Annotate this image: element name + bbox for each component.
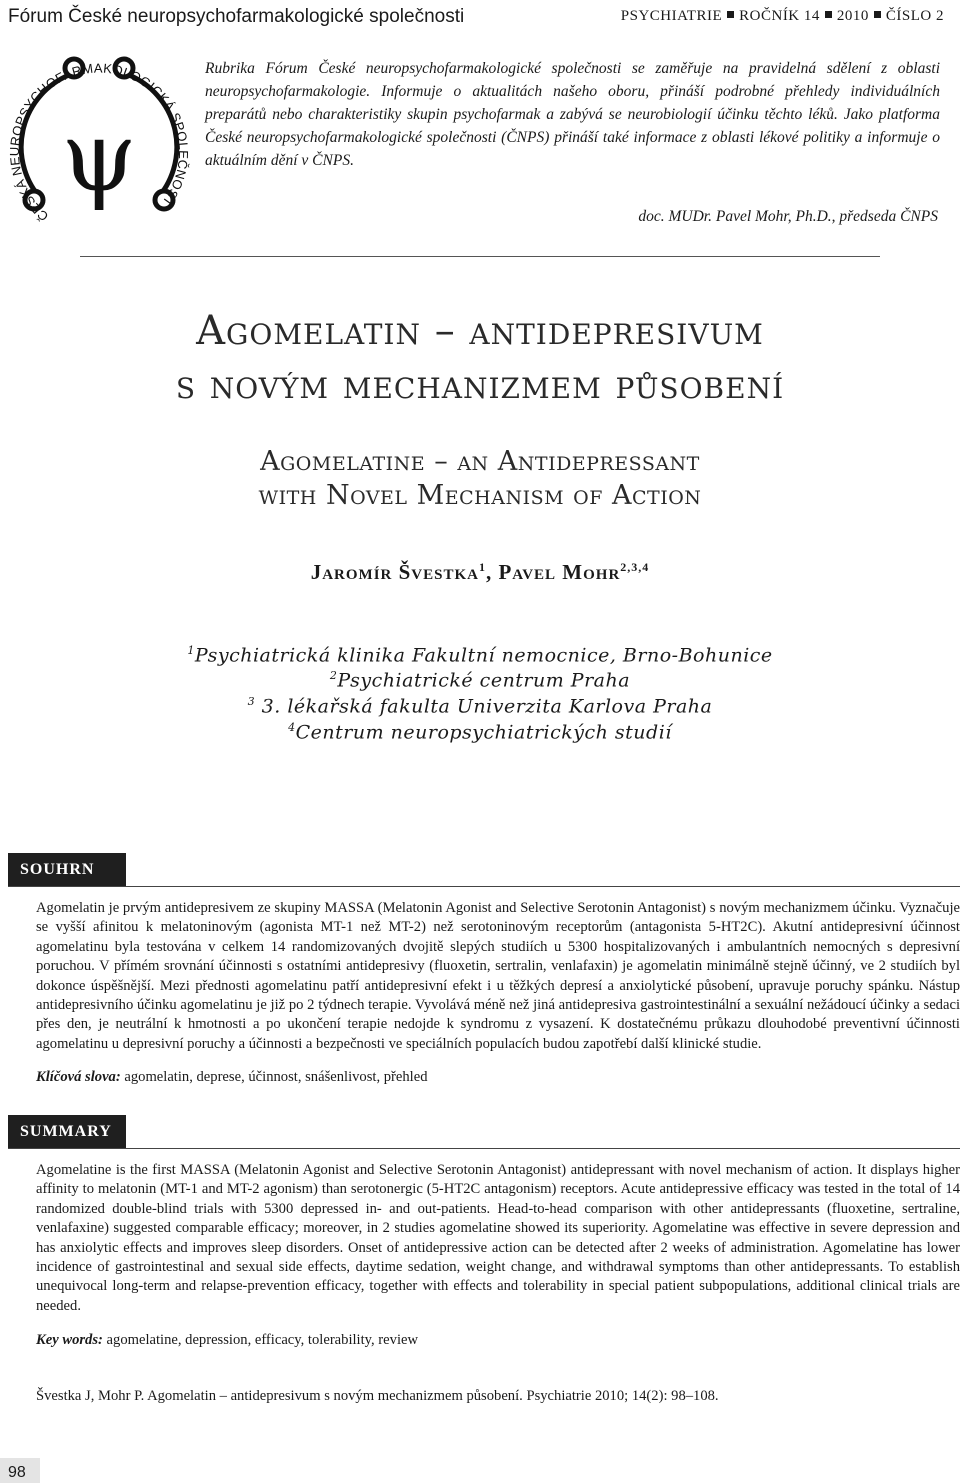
separator-square-icon [825,11,832,18]
affiliation-text: Centrum neuropsychiatrických studií [295,721,672,744]
psi-symbol-icon: ψ [61,101,137,213]
issue: ČÍSLO 2 [885,8,944,24]
keywords-label: Klíčová slova: [36,1069,121,1085]
section-rule [8,1148,960,1149]
volume: ROČNÍK 14 [739,8,820,24]
summary-heading: SUMMARY [8,1115,126,1148]
english-title-line-1: Agomelatine – an Antidepressant [260,446,700,477]
affiliation [0,695,960,717]
logo-ring-text: ČESKÁ NEUROPSYCHOFARMAKOLOGICKÁ SPOLEČNOST [6,60,192,225]
divider [80,256,880,257]
running-header-section: Fórum České neuropsychofarmakologické společnosti [8,6,465,27]
souhrn-text: Agomelatin je prvým antidepresivem ze skupiny MASSA (Melatonin Agonist and Selective Serotonin Antagonist) s novým mechanizmem účinku. Vyznačuje se vyšší afinitou k melatoninovým (agonista MT-1 než MT-2) než serotoninovým receptorům (antagonista 5-HT2C). Akutní antidepresivní účinnost agomelatinu byla testována v celkem 14 randomizovaných dvojitě slepých studiích u 5300 hospitalizovaných i ambulantních nemocných s depresivní poruchou. V přímém srovnání účinnosti s ostatními antidepresivy (fluoxetin, sertralin, venlafaxin) je agomelatin minimálně stejně účinný, ve 2 studiích byl dokonce úspěšnější. Mezi přednosti agomelatinu patří antidepresivní efekt i u těžkých depresí a anxiolytické působení, upravuje poruchy spánku. Nástup antidepresivního účinku agomelatinu je již po 2 týdnech terapie. Vyvolává méně než jiná antidepresiva gastrointestinální a sexuální nežádoucí účinky a sedaci přes den, je neutrální k hmotnosti a po ukončení terapie nedojde k syndromu z vysazení. K dostatečnému průkazu dlouhodobé preventivní účinnosti agomelatinu u depresivní poruchy a účinnosti a bezpečnosti ve speciálních populacích budou zapotřebí další klinické studie. [36,900,960,1052]
souhrn-heading: SOUHRN [8,853,126,886]
author-affiliation-mark: 1 [478,560,486,574]
summary-keywords [36,1332,418,1349]
cnps-logo [4,50,194,230]
keywords-text: agomelatine, depression, efficacy, tolerability, review [102,1332,419,1348]
author-name: Pavel Mohr [498,560,621,584]
keywords-label: Key words: [36,1332,103,1348]
journal-name: PSYCHIATRIE [620,8,723,24]
affiliation-mark: 1 [187,644,195,657]
summary-text: Agomelatine is the first MASSA (Melatonin Agonist and Selective Serotonin Antagonist) antidepressant with novel mechanism of action. It displays higher affinity to melatonin (MT-1 and MT-2 agonism) than serotonergic (5-HT2C antagonism) receptors. Acute antidepressive efficacy was tested in the total of 14 randomized double-blind trials with 5300 depressed in- and out-patients. Head-to-head comparison with other antidepressants (fluoxetine, sertraline, venlafaxine) suggested comparable efficacy; moreover, in 2 studies agomelatine showed its superiority. Agomelatine was effective in severe depression and has anxiolytic effects and improves sleep disorders. Onset of antidepressive action can be detected after 2 weeks of administration. Agomelatine has lower incidence of gastrointestinal and sexual side effects, daytime sedation, weight change, and withdrawal symptoms than other antidepressants. To establish unequivocal long-term and relapse-prevention efficacy, together with effects and tolerability in special patient subpopulations, additional clinical trials are needed. [36,1162,960,1314]
editor-signature: doc. MUDr. Pavel Mohr, Ph.D., předseda ČNPS [638,208,938,225]
affiliation-text: 3. lékařská fakulta Univerzita Karlova Praha [255,695,713,718]
article-title-line-1: Agomelatin – antidepresivum [196,308,764,354]
page-number: 98 [8,1464,26,1481]
affiliation [0,721,960,743]
english-title-line-2: with Novel Mechanism of Action [258,480,702,511]
keywords-text: agomelatin, deprese, účinnost, snášenlivost, přehled [120,1069,428,1085]
year: 2010 [836,8,869,24]
separator-square-icon [874,11,881,18]
affiliation-text: Psychiatrická klinika Fakultní nemocnice, Brno-Bohunice [194,644,773,667]
affiliation-mark: 2 [329,669,338,682]
author-affiliation-mark: 2,3,4 [620,560,650,574]
author-list [0,560,960,585]
affiliation [0,644,960,666]
author-name: Jaromír Švestka [310,560,479,584]
author-separator: , [485,560,499,584]
affiliation-text: Psychiatrické centrum Praha [337,669,631,692]
separator-square-icon [727,11,734,18]
citation: Švestka J, Mohr P. Agomelatin – antidepresivum s novým mechanizmem působení. Psychiatrie 2010; 14(2): 98–108. [36,1388,719,1404]
souhrn-keywords [36,1069,428,1086]
section-rule [8,886,960,887]
affiliation-mark: 4 [288,721,296,734]
column-intro: Rubrika Fórum České neuropsychofarmakologické společnosti se zaměřuje na pravidelná sdělení z oblasti neuropsychofarmakologie. Informuje o aktualitách našeho oboru, přináší podrobné přehledy individuálních preparátů nebo charakteristiky skupin psychofarmak a zabývá se neurobiologií účinku těchto léků. Jako platforma České neuropsychofarmakologické společnosti (ČNPS) přináší také informace z oblasti lékové politiky a informuje o aktuálním dění v ČNPS. [205,60,940,169]
article-title-line-2: s novým mechanizmem působení [175,362,785,408]
affiliation [0,669,960,691]
running-header-journal [621,8,944,25]
affiliation-mark: 3 [247,695,256,708]
